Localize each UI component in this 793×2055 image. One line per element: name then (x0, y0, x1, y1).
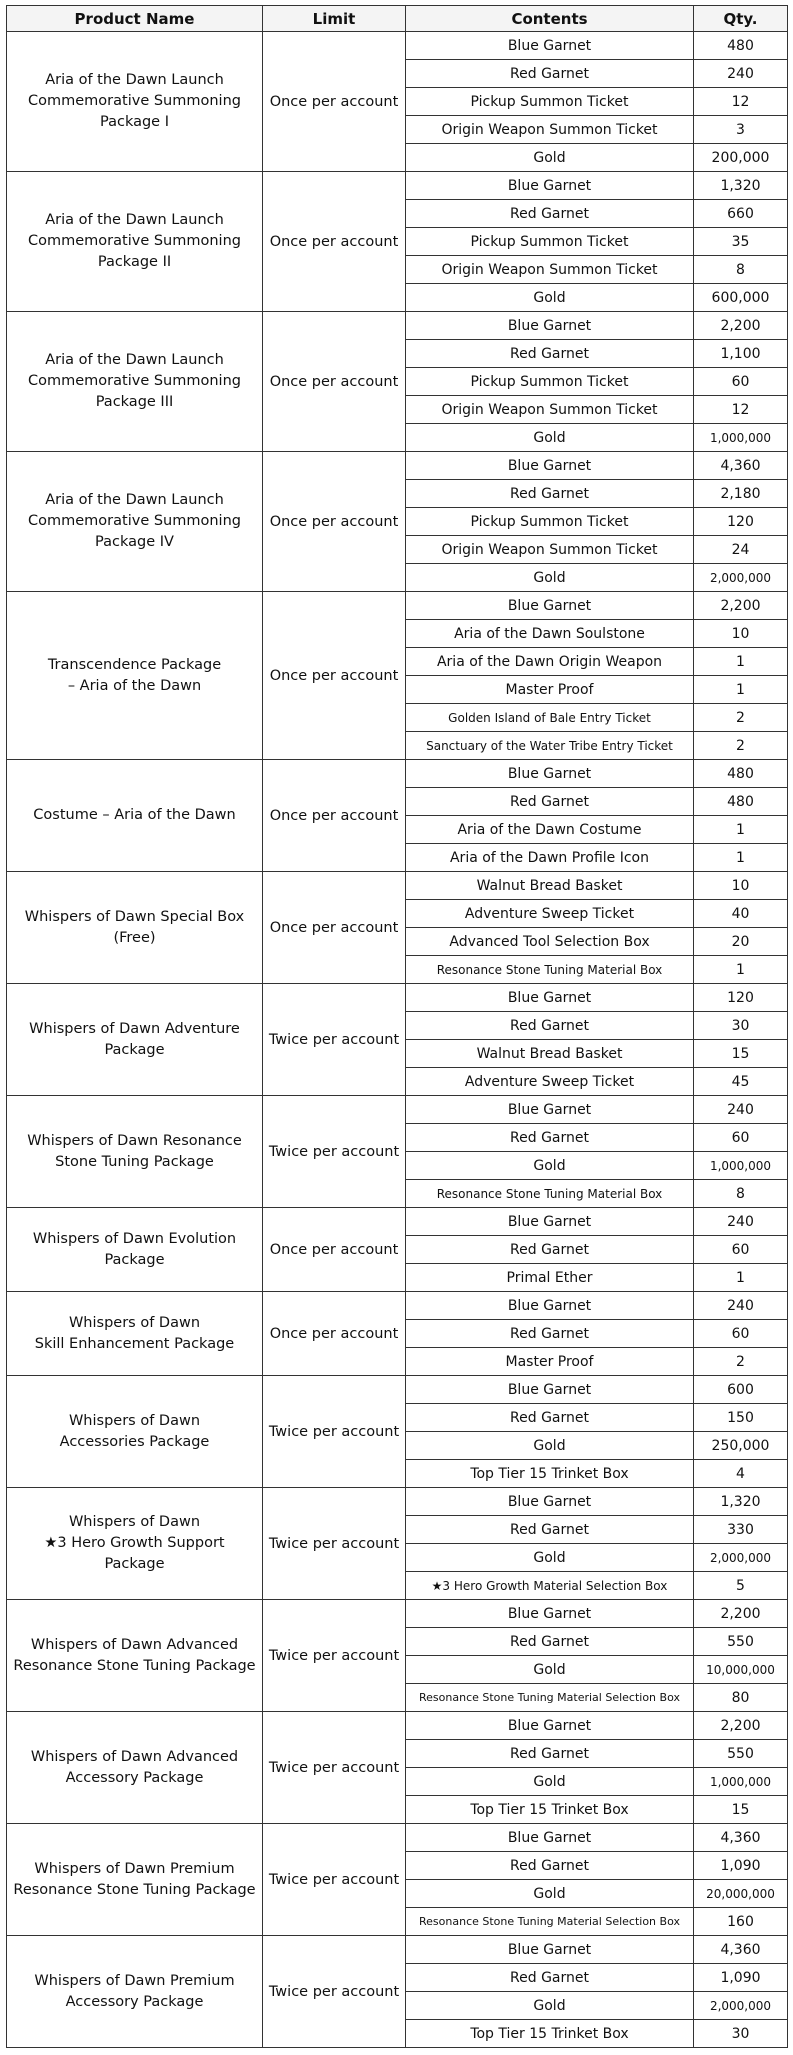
product-name-line: Accessory Package (65, 1993, 204, 2010)
quantity-cell: 1,000,000 (694, 424, 788, 452)
content-item-cell: Gold (406, 1880, 694, 1908)
quantity-cell: 2,200 (694, 1600, 788, 1628)
product-name-cell (7, 1936, 263, 2048)
content-item-cell: Walnut Bread Basket (406, 1040, 694, 1068)
product-name-line: Accessories Package (59, 1433, 210, 1450)
content-item-cell: Blue Garnet (406, 1376, 694, 1404)
content-item-cell: Top Tier 15 Trinket Box (406, 1796, 694, 1824)
table-row (7, 1376, 788, 1404)
quantity-cell: 10,000,000 (694, 1656, 788, 1684)
content-item-cell: Gold (406, 1152, 694, 1180)
content-item-cell: Aria of the Dawn Profile Icon (406, 844, 694, 872)
content-item-cell: Top Tier 15 Trinket Box (406, 2020, 694, 2048)
content-item-cell: Pickup Summon Ticket (406, 508, 694, 536)
quantity-cell: 1 (694, 956, 788, 984)
quantity-cell: 80 (694, 1684, 788, 1712)
content-item-cell: Blue Garnet (406, 760, 694, 788)
product-name-cell (7, 312, 263, 452)
table-row (7, 32, 788, 60)
quantity-cell: 3 (694, 116, 788, 144)
limit-cell: Twice per account (263, 984, 406, 1096)
product-name-cell (7, 984, 263, 1096)
product-name-line: Package (104, 1556, 165, 1572)
quantity-cell: 1,090 (694, 1964, 788, 1992)
quantity-cell: 15 (694, 1040, 788, 1068)
quantity-cell: 480 (694, 788, 788, 816)
package-table-container (6, 5, 787, 2048)
quantity-cell: 240 (694, 1208, 788, 1236)
quantity-cell: 60 (694, 1320, 788, 1348)
quantity-cell: 240 (694, 1292, 788, 1320)
content-item-cell: Primal Ether (406, 1264, 694, 1292)
table-row (7, 760, 788, 788)
quantity-cell: 1 (694, 816, 788, 844)
content-item-cell: Aria of the Dawn Costume (406, 816, 694, 844)
product-name-cell (7, 1208, 263, 1292)
limit-cell: Once per account (263, 172, 406, 312)
product-name-cell (7, 1824, 263, 1936)
product-name-line: Costume – Aria of the Dawn (33, 807, 236, 823)
product-name-line: Aria of the Dawn Launch (45, 352, 224, 368)
content-item-cell: Blue Garnet (406, 1824, 694, 1852)
quantity-cell: 2,200 (694, 592, 788, 620)
table-row (7, 1936, 788, 1964)
table-row (7, 1712, 788, 1740)
quantity-cell: 330 (694, 1516, 788, 1544)
product-name-line: Commemorative Summoning (28, 93, 241, 109)
content-item-cell: Blue Garnet (406, 1600, 694, 1628)
content-item-cell: Blue Garnet (406, 452, 694, 480)
product-name-line: Commemorative Summoning (28, 513, 241, 529)
product-name-line: Package I (100, 114, 169, 130)
limit-cell: Twice per account (263, 1712, 406, 1824)
product-name-line: Whispers of Dawn (68, 1314, 201, 1331)
product-name-line: Whispers of Dawn Resonance (27, 1132, 242, 1149)
product-name-line: Accessory Package (65, 1769, 204, 1786)
content-item-cell: Gold (406, 284, 694, 312)
quantity-cell: 15 (694, 1796, 788, 1824)
quantity-cell: 200,000 (694, 144, 788, 172)
quantity-cell: 120 (694, 984, 788, 1012)
content-item-cell: Gold (406, 144, 694, 172)
quantity-cell: 30 (694, 1012, 788, 1040)
product-name-line: Transcendence Package (47, 656, 222, 673)
content-item-cell: Blue Garnet (406, 1292, 694, 1320)
table-row (7, 452, 788, 480)
content-item-cell: Gold (406, 1544, 694, 1572)
content-item-cell: Blue Garnet (406, 1712, 694, 1740)
content-item-cell: Red Garnet (406, 480, 694, 508)
quantity-cell: 60 (694, 1124, 788, 1152)
quantity-cell: 1 (694, 844, 788, 872)
product-name-line: Whispers of Dawn Special Box (24, 908, 245, 925)
content-item-cell: Master Proof (406, 1348, 694, 1376)
content-item-cell: Resonance Stone Tuning Material Selection Box (406, 1908, 694, 1936)
quantity-cell: 240 (694, 1096, 788, 1124)
quantity-cell: 8 (694, 256, 788, 284)
table-row (7, 1096, 788, 1124)
product-name-line: Whispers of Dawn Premium (34, 1972, 235, 1989)
quantity-cell: 550 (694, 1740, 788, 1768)
content-item-cell: Blue Garnet (406, 1096, 694, 1124)
content-item-cell: Golden Island of Bale Entry Ticket (406, 704, 694, 732)
quantity-cell: 2,180 (694, 480, 788, 508)
limit-cell: Twice per account (263, 1824, 406, 1936)
product-name-cell (7, 592, 263, 760)
table-row (7, 312, 788, 340)
content-item-cell: Red Garnet (406, 1516, 694, 1544)
content-item-cell: Red Garnet (406, 200, 694, 228)
quantity-cell: 4,360 (694, 1936, 788, 1964)
content-item-cell: Red Garnet (406, 1964, 694, 1992)
quantity-cell: 10 (694, 620, 788, 648)
product-name-line: Whispers of Dawn Adventure (29, 1020, 240, 1037)
quantity-cell: 4,360 (694, 1824, 788, 1852)
product-name-line: Aria of the Dawn Launch (45, 72, 224, 88)
limit-cell: Twice per account (263, 1096, 406, 1208)
quantity-cell: 240 (694, 60, 788, 88)
quantity-cell: 40 (694, 900, 788, 928)
content-item-cell: Resonance Stone Tuning Material Selection Box (406, 1684, 694, 1712)
quantity-cell: 2 (694, 1348, 788, 1376)
quantity-cell: 1,320 (694, 172, 788, 200)
quantity-cell: 45 (694, 1068, 788, 1096)
quantity-cell: 150 (694, 1404, 788, 1432)
product-name-line: Whispers of Dawn Advanced (30, 1748, 239, 1765)
product-name-cell (7, 452, 263, 592)
product-name-line: Whispers of Dawn Evolution (32, 1230, 237, 1247)
limit-cell: Once per account (263, 872, 406, 984)
quantity-cell: 1,090 (694, 1852, 788, 1880)
content-item-cell: Blue Garnet (406, 312, 694, 340)
content-item-cell: Blue Garnet (406, 984, 694, 1012)
product-name-cell (7, 172, 263, 312)
table-row (7, 984, 788, 1012)
product-name-line: ★3 Hero Growth Support (44, 1535, 225, 1551)
content-item-cell: Gold (406, 1432, 694, 1460)
table-row (7, 1600, 788, 1628)
quantity-cell: 5 (694, 1572, 788, 1600)
product-name-cell (7, 872, 263, 984)
quantity-cell: 2 (694, 732, 788, 760)
quantity-cell: 600 (694, 1376, 788, 1404)
content-item-cell: ★3 Hero Growth Material Selection Box (406, 1572, 694, 1600)
product-name-line: Whispers of Dawn Advanced (30, 1636, 239, 1653)
content-item-cell: Blue Garnet (406, 32, 694, 60)
quantity-cell: 20 (694, 928, 788, 956)
limit-cell: Once per account (263, 32, 406, 172)
content-item-cell: Adventure Sweep Ticket (406, 1068, 694, 1096)
quantity-cell: 2,000,000 (694, 1544, 788, 1572)
content-item-cell: Blue Garnet (406, 1208, 694, 1236)
content-item-cell: Sanctuary of the Water Tribe Entry Ticket (406, 732, 694, 760)
quantity-cell: 120 (694, 508, 788, 536)
quantity-cell: 1,100 (694, 340, 788, 368)
product-name-line: (Free) (113, 929, 156, 946)
product-name-cell (7, 1096, 263, 1208)
content-item-cell: Gold (406, 564, 694, 592)
content-item-cell: Red Garnet (406, 1628, 694, 1656)
content-item-cell: Red Garnet (406, 60, 694, 88)
content-item-cell: Master Proof (406, 676, 694, 704)
content-item-cell: Gold (406, 424, 694, 452)
content-item-cell: Aria of the Dawn Soulstone (406, 620, 694, 648)
content-item-cell: Blue Garnet (406, 172, 694, 200)
content-item-cell: Adventure Sweep Ticket (406, 900, 694, 928)
product-name-cell (7, 1600, 263, 1712)
quantity-cell: 1,000,000 (694, 1152, 788, 1180)
product-name-line: Package III (95, 394, 174, 410)
header-contents: Contents (406, 6, 694, 32)
content-item-cell: Red Garnet (406, 1012, 694, 1040)
content-item-cell: Aria of the Dawn Origin Weapon (406, 648, 694, 676)
header-limit: Limit (263, 6, 406, 32)
content-item-cell: Red Garnet (406, 1740, 694, 1768)
content-item-cell: Red Garnet (406, 340, 694, 368)
content-item-cell: Red Garnet (406, 1320, 694, 1348)
quantity-cell: 35 (694, 228, 788, 256)
content-item-cell: Resonance Stone Tuning Material Box (406, 956, 694, 984)
content-item-cell: Pickup Summon Ticket (406, 88, 694, 116)
product-name-line: Package (104, 1041, 165, 1058)
content-item-cell: Blue Garnet (406, 592, 694, 620)
package-table (6, 5, 788, 2048)
product-name-line: Skill Enhancement Package (34, 1335, 235, 1352)
content-item-cell: Origin Weapon Summon Ticket (406, 116, 694, 144)
product-name-line: Whispers of Dawn (68, 1412, 201, 1429)
table-row (7, 172, 788, 200)
product-name-cell (7, 760, 263, 872)
quantity-cell: 1 (694, 1264, 788, 1292)
limit-cell: Twice per account (263, 1376, 406, 1488)
quantity-cell: 550 (694, 1628, 788, 1656)
table-row (7, 872, 788, 900)
product-name-line: Aria of the Dawn Launch (45, 492, 224, 508)
quantity-cell: 250,000 (694, 1432, 788, 1460)
limit-cell: Once per account (263, 1208, 406, 1292)
quantity-cell: 20,000,000 (694, 1880, 788, 1908)
quantity-cell: 2,200 (694, 1712, 788, 1740)
table-row (7, 1824, 788, 1852)
content-item-cell: Resonance Stone Tuning Material Box (406, 1180, 694, 1208)
content-item-cell: Origin Weapon Summon Ticket (406, 536, 694, 564)
limit-cell: Once per account (263, 760, 406, 872)
quantity-cell: 30 (694, 2020, 788, 2048)
content-item-cell: Gold (406, 1992, 694, 2020)
product-name-line: Whispers of Dawn Premium (34, 1860, 235, 1877)
content-item-cell: Red Garnet (406, 1236, 694, 1264)
quantity-cell: 480 (694, 760, 788, 788)
content-item-cell: Red Garnet (406, 1852, 694, 1880)
quantity-cell: 24 (694, 536, 788, 564)
product-name-line: Aria of the Dawn Launch (45, 212, 224, 228)
product-name-cell (7, 32, 263, 172)
product-name-line: Stone Tuning Package (55, 1153, 214, 1170)
product-name-line: Commemorative Summoning (28, 373, 241, 389)
product-name-line: Package IV (95, 534, 174, 550)
content-item-cell: Walnut Bread Basket (406, 872, 694, 900)
product-name-line: Package (104, 1251, 165, 1268)
content-item-cell: Blue Garnet (406, 1488, 694, 1516)
product-name-cell (7, 1488, 263, 1600)
quantity-cell: 1,000,000 (694, 1768, 788, 1796)
limit-cell: Once per account (263, 312, 406, 452)
quantity-cell: 12 (694, 88, 788, 116)
table-row (7, 1208, 788, 1236)
package-table-body (7, 32, 788, 2048)
quantity-cell: 480 (694, 32, 788, 60)
quantity-cell: 1 (694, 676, 788, 704)
quantity-cell: 600,000 (694, 284, 788, 312)
table-row (7, 1488, 788, 1516)
quantity-cell: 160 (694, 1908, 788, 1936)
limit-cell: Once per account (263, 452, 406, 592)
content-item-cell: Red Garnet (406, 788, 694, 816)
content-item-cell: Red Garnet (406, 1404, 694, 1432)
quantity-cell: 10 (694, 872, 788, 900)
product-name-line: Resonance Stone Tuning Package (13, 1881, 256, 1898)
limit-cell: Once per account (263, 592, 406, 760)
header-product-name: Product Name (7, 6, 263, 32)
quantity-cell: 2 (694, 704, 788, 732)
content-item-cell: Advanced Tool Selection Box (406, 928, 694, 956)
limit-cell: Twice per account (263, 1600, 406, 1712)
content-item-cell: Gold (406, 1656, 694, 1684)
quantity-cell: 1 (694, 648, 788, 676)
quantity-cell: 2,000,000 (694, 1992, 788, 2020)
limit-cell: Twice per account (263, 1488, 406, 1600)
quantity-cell: 660 (694, 200, 788, 228)
content-item-cell: Red Garnet (406, 1124, 694, 1152)
header-qty: Qty. (694, 6, 788, 32)
table-row (7, 1292, 788, 1320)
product-name-line: Package II (97, 254, 172, 270)
content-item-cell: Origin Weapon Summon Ticket (406, 256, 694, 284)
quantity-cell: 12 (694, 396, 788, 424)
quantity-cell: 60 (694, 1236, 788, 1264)
product-name-line: Commemorative Summoning (28, 233, 241, 249)
header-row (7, 6, 788, 32)
content-item-cell: Top Tier 15 Trinket Box (406, 1460, 694, 1488)
product-name-cell (7, 1712, 263, 1824)
product-name-cell (7, 1376, 263, 1488)
quantity-cell: 2,000,000 (694, 564, 788, 592)
limit-cell: Twice per account (263, 1936, 406, 2048)
product-name-line: – Aria of the Dawn (67, 677, 202, 694)
content-item-cell: Blue Garnet (406, 1936, 694, 1964)
content-item-cell: Pickup Summon Ticket (406, 228, 694, 256)
quantity-cell: 4,360 (694, 452, 788, 480)
content-item-cell: Pickup Summon Ticket (406, 368, 694, 396)
product-name-line: Resonance Stone Tuning Package (13, 1657, 256, 1674)
table-row (7, 592, 788, 620)
quantity-cell: 1,320 (694, 1488, 788, 1516)
limit-cell: Once per account (263, 1292, 406, 1376)
product-name-cell (7, 1292, 263, 1376)
quantity-cell: 2,200 (694, 312, 788, 340)
content-item-cell: Origin Weapon Summon Ticket (406, 396, 694, 424)
product-name-line: Whispers of Dawn (68, 1514, 201, 1530)
quantity-cell: 8 (694, 1180, 788, 1208)
quantity-cell: 60 (694, 368, 788, 396)
content-item-cell: Gold (406, 1768, 694, 1796)
quantity-cell: 4 (694, 1460, 788, 1488)
